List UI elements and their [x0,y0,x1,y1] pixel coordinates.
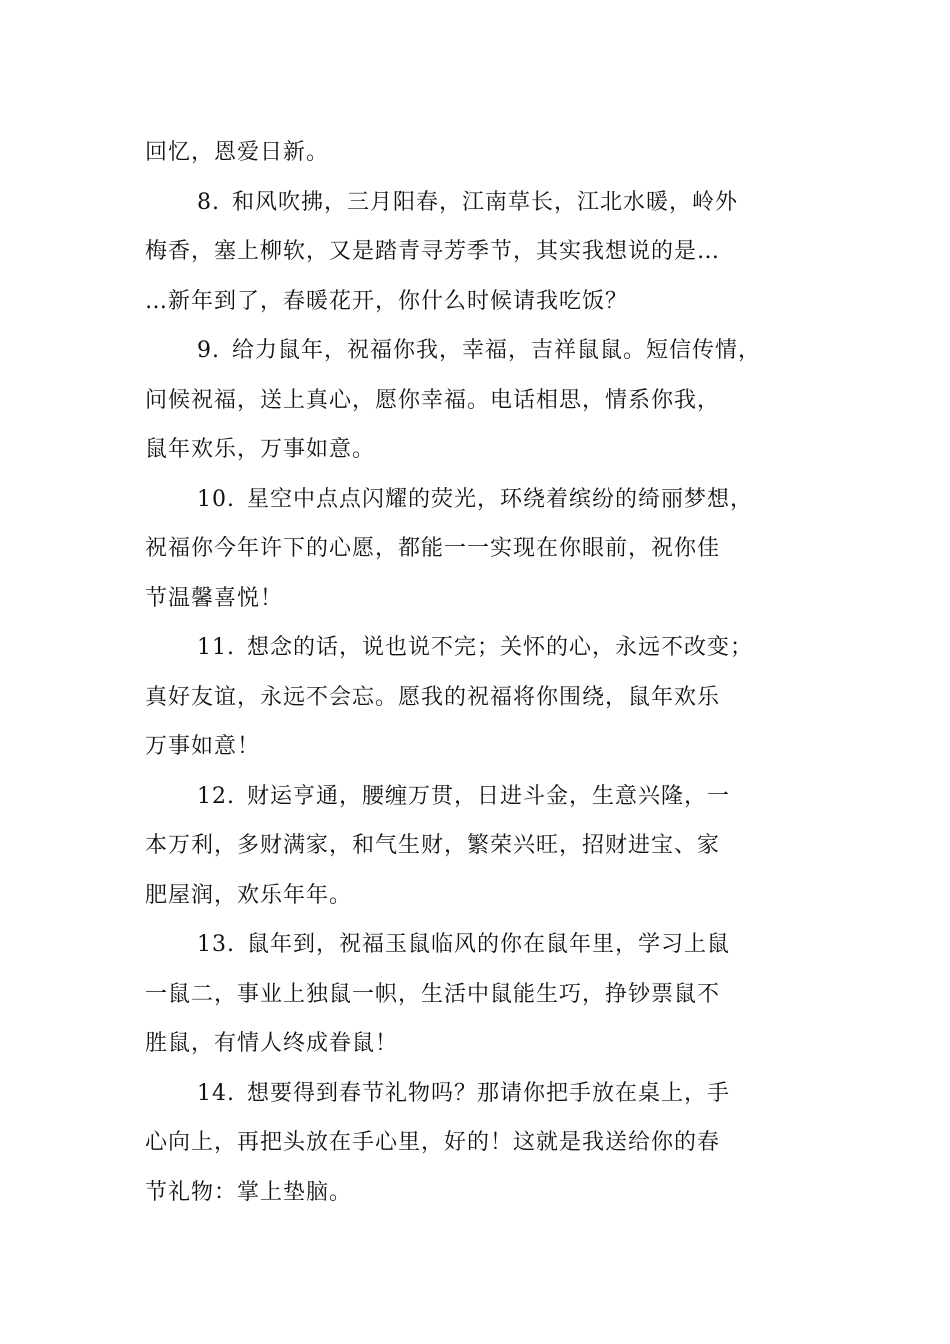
item-number: 13. [197,932,235,957]
document-body [145,128,825,1217]
paragraph-line-text: 想念的话，说也说不完；关怀的心，永远不改变； [247,635,754,660]
paragraph-line: 心向上，再把头放在手心里，好的！这就是我送给你的春 [145,1130,721,1155]
paragraph-first-line [145,326,825,376]
paragraph-first-line [145,772,825,822]
paragraph-line-text: 给力鼠年，祝福你我，幸福，吉祥鼠鼠。短信传情， [232,338,762,363]
item-number: 12. [197,783,235,809]
paragraph-line: 万事如意！ [145,734,261,759]
item-number: 11. [197,635,235,660]
paragraph-line: 问候祝福，送上真心，愿你幸福。电话相思，情系你我， [145,387,721,413]
item-number: 14. [197,1080,235,1106]
paragraph-line: 肥屋润，欢乐年年。 [145,882,353,908]
paragraph-line: 本万利，多财满家，和气生财，繁荣兴旺，招财进宝、家 [145,833,721,858]
paragraph-line: …新年到了，春暖花开，你什么时候请我吃饭？ [145,288,629,314]
item-number: 9. [197,338,220,363]
paragraph-line-text: 想要得到春节礼物吗？那请你把手放在桌上，手 [247,1080,731,1106]
paragraph-line: 祝福你今年许下的心愿，都能一一实现在你眼前，祝你佳 [145,536,721,561]
paragraph-line: 胜鼠，有情人终成眷鼠！ [145,1031,399,1056]
paragraph-first-line [145,1069,825,1119]
paragraph-line-text: 财运亨通，腰缠万贯，日进斗金，生意兴隆，一 [247,783,731,809]
paragraph-first-line [145,475,825,525]
paragraph-first-line [145,623,825,673]
paragraph-line-text: 星空中点点闪耀的荧光，环绕着缤纷的绮丽梦想， [247,486,754,512]
paragraph-line: 鼠年欢乐，万事如意。 [145,437,376,462]
paragraph-line: 节礼物：掌上垫脑。 [145,1179,353,1205]
paragraph-line-text: 鼠年到，祝福玉鼠临风的你在鼠年里，学习上鼠 [247,932,731,957]
paragraph-line: 一鼠二，事业上独鼠一帜，生活中鼠能生巧，挣钞票鼠不 [145,981,721,1007]
item-number: 10. [197,486,235,512]
item-number: 8. [197,189,220,215]
paragraph-line-text: 和风吹拂，三月阳春，江南草长，江北水暖，岭外 [232,189,739,215]
paragraph-line: 回忆，恩爱日新。 [145,140,330,165]
paragraph-line: 梅香，塞上柳软，又是踏青寻芳季节，其实我想说的是… [145,239,721,264]
paragraph-first-line [145,178,825,228]
paragraph-first-line [145,920,825,970]
paragraph-line: 真好友谊，永远不会忘。愿我的祝福将你围绕，鼠年欢乐 [145,684,721,710]
paragraph-line: 节温馨喜悦！ [145,585,284,611]
